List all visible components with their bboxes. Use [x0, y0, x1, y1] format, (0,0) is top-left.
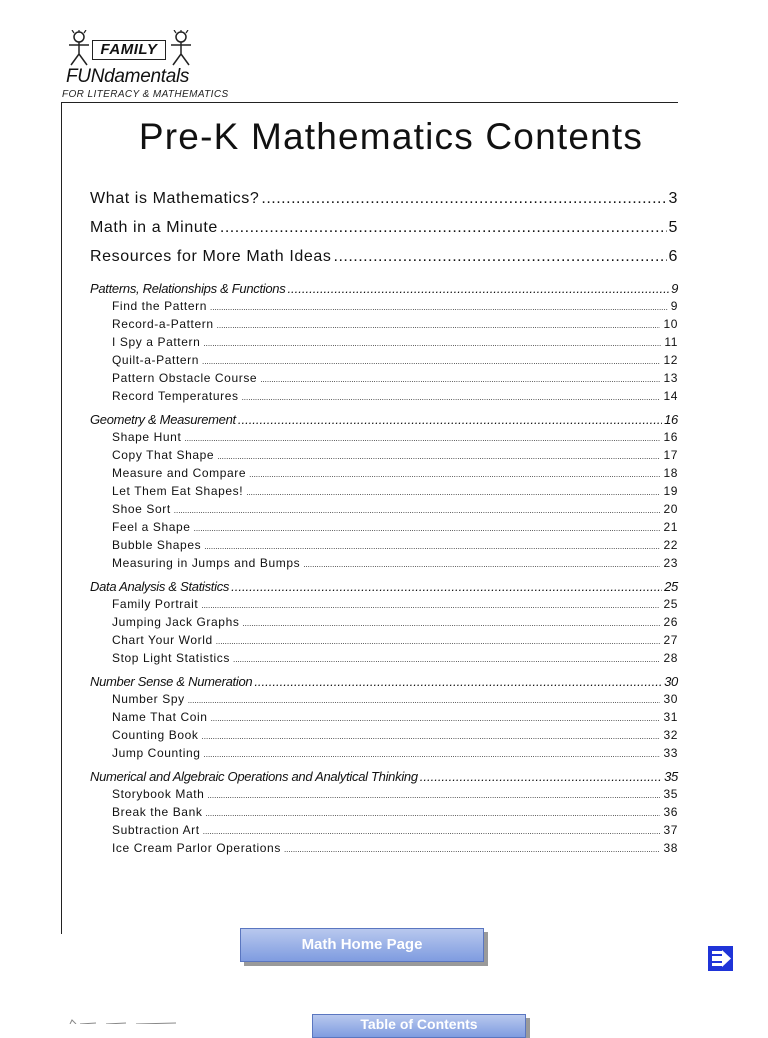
toc-activity-entry-label: Record Temperatures	[112, 389, 239, 403]
toc-activity-entry-page-number: 37	[663, 823, 678, 837]
dot-leader	[201, 597, 660, 611]
dot-leader	[216, 633, 661, 647]
toc-activity-entry-label: Quilt-a-Pattern	[112, 353, 200, 367]
toc-activity-entry-label: Measuring in Jumps and Bumps	[112, 556, 301, 570]
toc-activity-entry-label: Break the Bank	[112, 805, 203, 819]
toc-major-entry-label: Math in a Minute	[90, 219, 218, 236]
next-page-button[interactable]	[708, 946, 733, 971]
toc-section-heading[interactable]	[90, 579, 678, 597]
toc-activity-entry[interactable]	[90, 710, 678, 728]
dot-leader	[303, 556, 660, 570]
table-of-contents	[90, 190, 678, 859]
dot-leader	[287, 281, 669, 296]
toc-activity-entry-page-number: 10	[663, 317, 678, 331]
toc-section-heading-page-number: 30	[664, 674, 678, 689]
toc-activity-entry-label: Jump Counting	[112, 746, 201, 760]
toc-activity-entry-label: Shape Hunt	[112, 430, 182, 444]
toc-activity-entry-label: Measure and Compare	[112, 466, 247, 480]
toc-major-entry-label: What is Mathematics?	[90, 190, 260, 207]
dot-leader	[210, 299, 668, 313]
dot-leader	[203, 823, 661, 837]
dot-leader	[246, 484, 660, 498]
toc-activity-entry[interactable]	[90, 651, 678, 669]
toc-activity-entry-label: Storybook Math	[112, 787, 205, 801]
toc-activity-entry-page-number: 13	[663, 371, 678, 385]
toc-activity-entry-label: Family Portrait	[112, 597, 199, 611]
toc-activity-entry-label: Number Spy	[112, 692, 185, 706]
toc-activity-entry[interactable]	[90, 353, 678, 371]
toc-major-entry[interactable]	[90, 248, 678, 277]
toc-section-heading-label: Numerical and Algebraic Operations and Analytical Thinking	[90, 769, 418, 784]
toc-activity-entry-label: Bubble Shapes	[112, 538, 202, 552]
toc-activity-entry[interactable]	[90, 692, 678, 710]
toc-section-heading[interactable]	[90, 769, 678, 787]
toc-major-entry-page-number: 6	[668, 248, 678, 265]
toc-section-heading-label: Data Analysis & Statistics	[90, 579, 230, 594]
family-fundamentals-logo	[62, 26, 262, 102]
toc-activity-entry[interactable]	[90, 484, 678, 502]
dot-leader	[260, 371, 660, 385]
toc-activity-entry-page-number: 26	[663, 615, 678, 629]
toc-activity-entry-label: Chart Your World	[112, 633, 213, 647]
toc-section-heading[interactable]	[90, 412, 678, 430]
dot-leader	[231, 579, 662, 594]
toc-activity-entry[interactable]	[90, 466, 678, 484]
toc-activity-entry-label: Jumping Jack Graphs	[112, 615, 240, 629]
toc-activity-entry[interactable]	[90, 502, 678, 520]
toc-activity-entry-page-number: 25	[663, 597, 678, 611]
toc-activity-entry[interactable]	[90, 448, 678, 466]
dot-leader	[217, 448, 660, 462]
dot-leader	[204, 538, 660, 552]
dot-leader	[334, 248, 667, 266]
toc-activity-entry[interactable]	[90, 299, 678, 317]
toc-activity-entry-label: Pattern Obstacle Course	[112, 371, 258, 385]
toc-activity-entry-page-number: 31	[663, 710, 678, 724]
logo-subtitle: FOR LITERACY & MATHEMATICS	[62, 89, 229, 100]
toc-section-heading-page-number: 35	[664, 769, 678, 784]
dot-leader	[254, 674, 662, 689]
toc-major-entry-page-number: 3	[668, 190, 678, 207]
toc-activity-entry[interactable]	[90, 728, 678, 746]
stick-figure-icon	[66, 30, 92, 66]
toc-activity-entry[interactable]	[90, 787, 678, 805]
toc-activity-entry-label: Counting Book	[112, 728, 199, 742]
toc-activity-entry-page-number: 11	[664, 335, 678, 349]
toc-activity-entry-page-number: 30	[663, 692, 678, 706]
dot-leader	[233, 651, 660, 665]
dot-leader	[202, 353, 660, 367]
toc-section-heading[interactable]	[90, 281, 678, 299]
toc-activity-entry[interactable]	[90, 520, 678, 538]
math-home-page-button[interactable]: Math Home Page	[240, 928, 484, 962]
toc-activity-entry-label: Find the Pattern	[112, 299, 207, 313]
page-title: Pre-K Mathematics Contents	[138, 116, 644, 157]
toc-activity-entry-label: Stop Light Statistics	[112, 651, 230, 665]
toc-activity-entry-page-number: 20	[663, 502, 678, 516]
toc-activity-entry-page-number: 22	[663, 538, 678, 552]
logo-family-text: FAMILY	[92, 40, 166, 60]
dot-leader	[211, 710, 661, 724]
toc-section-heading-label: Patterns, Relationships & Functions	[90, 281, 286, 296]
dot-leader	[217, 317, 661, 331]
toc-activity-entry-page-number: 19	[663, 484, 678, 498]
dot-leader	[203, 335, 661, 349]
toc-activity-entry[interactable]	[90, 538, 678, 556]
dot-leader	[202, 728, 661, 742]
toc-activity-entry-page-number: 17	[663, 448, 678, 462]
frame-left-rule	[61, 102, 62, 934]
toc-activity-entry-label: Let Them Eat Shapes!	[112, 484, 244, 498]
toc-activity-entry[interactable]	[90, 841, 678, 859]
dot-leader	[205, 805, 660, 819]
dot-leader	[420, 769, 662, 784]
dot-leader	[249, 466, 660, 480]
toc-activity-entry-page-number: 9	[670, 299, 678, 313]
dot-leader	[220, 219, 667, 237]
logo-fundamentals-text: FUNdamentals	[66, 66, 190, 87]
dot-leader	[261, 190, 666, 208]
toc-activity-entry-label: Feel a Shape	[112, 520, 191, 534]
toc-activity-entry[interactable]	[90, 633, 678, 651]
toc-major-entry[interactable]	[90, 190, 678, 219]
toc-major-entry[interactable]	[90, 219, 678, 248]
dot-leader	[242, 389, 661, 403]
toc-activity-entry[interactable]	[90, 556, 678, 574]
toc-activity-entry-label: Record-a-Pattern	[112, 317, 214, 331]
arrow-right-icon	[708, 946, 733, 971]
dot-leader	[238, 412, 662, 427]
toc-major-entry-page-number: 5	[668, 219, 678, 236]
toc-activity-entry-label: Ice Cream Parlor Operations	[112, 841, 281, 855]
toc-activity-entry-page-number: 16	[663, 430, 678, 444]
toc-activity-entry-page-number: 36	[663, 805, 678, 819]
toc-activity-entry[interactable]	[90, 389, 678, 407]
toc-activity-entry-label: I Spy a Pattern	[112, 335, 201, 349]
toc-activity-entry-label: Shoe Sort	[112, 502, 171, 516]
toc-activity-entry[interactable]	[90, 805, 678, 823]
toc-activity-entry-page-number: 12	[663, 353, 678, 367]
toc-section-heading-page-number: 16	[664, 412, 678, 427]
toc-activity-entry[interactable]	[90, 746, 678, 764]
toc-activity-entry-label: Subtraction Art	[112, 823, 200, 837]
toc-major-entry-label: Resources for More Math Ideas	[90, 248, 332, 265]
toc-activity-entry-page-number: 28	[663, 651, 678, 665]
toc-activity-entry-page-number: 35	[663, 787, 678, 801]
toc-activity-entry[interactable]	[90, 317, 678, 335]
toc-section-heading-label: Geometry & Measurement	[90, 412, 236, 427]
toc-activity-entry-page-number: 32	[663, 728, 678, 742]
toc-activity-entry-page-number: 27	[663, 633, 678, 647]
dot-leader	[204, 746, 661, 760]
toc-activity-entry-page-number: 14	[663, 389, 678, 403]
toc-activity-entry-page-number: 18	[663, 466, 678, 480]
toc-activity-entry[interactable]	[90, 597, 678, 615]
toc-activity-entry-page-number: 23	[663, 556, 678, 570]
toc-activity-entry[interactable]	[90, 371, 678, 389]
toc-activity-entry-label: Name That Coin	[112, 710, 208, 724]
toc-activity-entry-page-number: 38	[663, 841, 678, 855]
toc-activity-entry-page-number: 33	[663, 746, 678, 760]
toc-activity-entry[interactable]	[90, 615, 678, 633]
dot-leader	[284, 841, 661, 855]
dot-leader	[174, 502, 661, 516]
toc-activity-entry[interactable]	[90, 823, 678, 841]
toc-activity-entry-label: Copy That Shape	[112, 448, 215, 462]
stick-figure-icon	[168, 30, 194, 66]
toc-section-heading[interactable]	[90, 674, 678, 692]
toc-activity-entry[interactable]	[90, 430, 678, 448]
dot-leader	[242, 615, 660, 629]
dot-leader	[184, 430, 660, 444]
table-of-contents-button[interactable]: Table of Contents	[312, 1014, 526, 1038]
toc-activity-entry-page-number: 21	[663, 520, 678, 534]
toc-section-heading-label: Number Sense & Numeration	[90, 674, 253, 689]
toc-activity-entry[interactable]	[90, 335, 678, 353]
footer-logo-fragment	[66, 1019, 186, 1024]
dot-leader	[207, 787, 660, 801]
frame-top-rule	[61, 102, 678, 103]
dot-leader	[194, 520, 661, 534]
toc-section-heading-page-number: 25	[664, 579, 678, 594]
toc-section-heading-page-number: 9	[671, 281, 678, 296]
dot-leader	[188, 692, 661, 706]
